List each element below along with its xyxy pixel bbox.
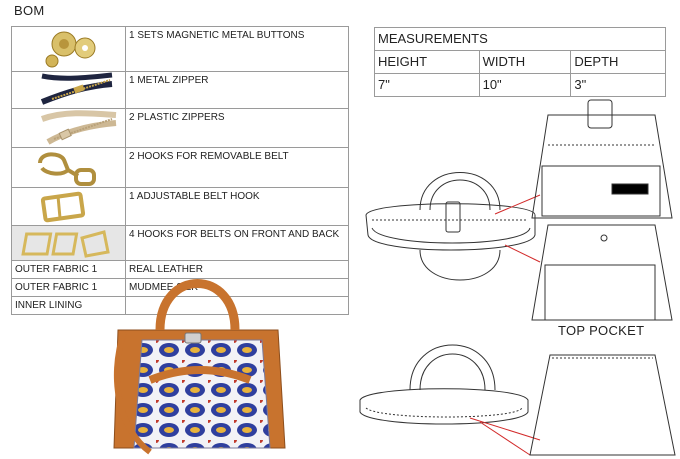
bom-description: 2 HOOKS FOR REMOVABLE BELT bbox=[126, 148, 349, 188]
measurement-header-depth: DEPTH bbox=[571, 51, 666, 74]
fabric-material: REAL LEATHER bbox=[126, 261, 349, 279]
measurement-value-height: 7" bbox=[375, 74, 480, 97]
bom-description: 1 ADJUSTABLE BELT HOOK bbox=[126, 188, 349, 226]
bom-description: 1 SETS MAGNETIC METAL BUTTONS bbox=[126, 27, 349, 72]
measurement-header-width: WIDTH bbox=[479, 51, 571, 74]
fabric-name: OUTER FABRIC 1 bbox=[12, 261, 126, 279]
measurement-header-height: HEIGHT bbox=[375, 51, 480, 74]
measurements-title: MEASUREMENTS bbox=[375, 28, 666, 51]
fabric-material: MUDMEE SILK bbox=[126, 279, 349, 297]
bom-description: 2 PLASTIC ZIPPERS bbox=[126, 109, 349, 148]
top-pocket-label: TOP POCKET bbox=[558, 323, 645, 338]
bom-title: BOM bbox=[14, 3, 45, 18]
bom-description: 1 METAL ZIPPER bbox=[126, 72, 349, 109]
bom-description: 4 HOOKS FOR BELTS ON FRONT AND BACK bbox=[126, 226, 349, 261]
measurement-value-width: 10" bbox=[479, 74, 571, 97]
measurement-value-depth: 3" bbox=[571, 74, 666, 97]
fabric-name: OUTER FABRIC 1 bbox=[12, 279, 126, 297]
fabric-name: INNER LINING bbox=[12, 297, 126, 315]
